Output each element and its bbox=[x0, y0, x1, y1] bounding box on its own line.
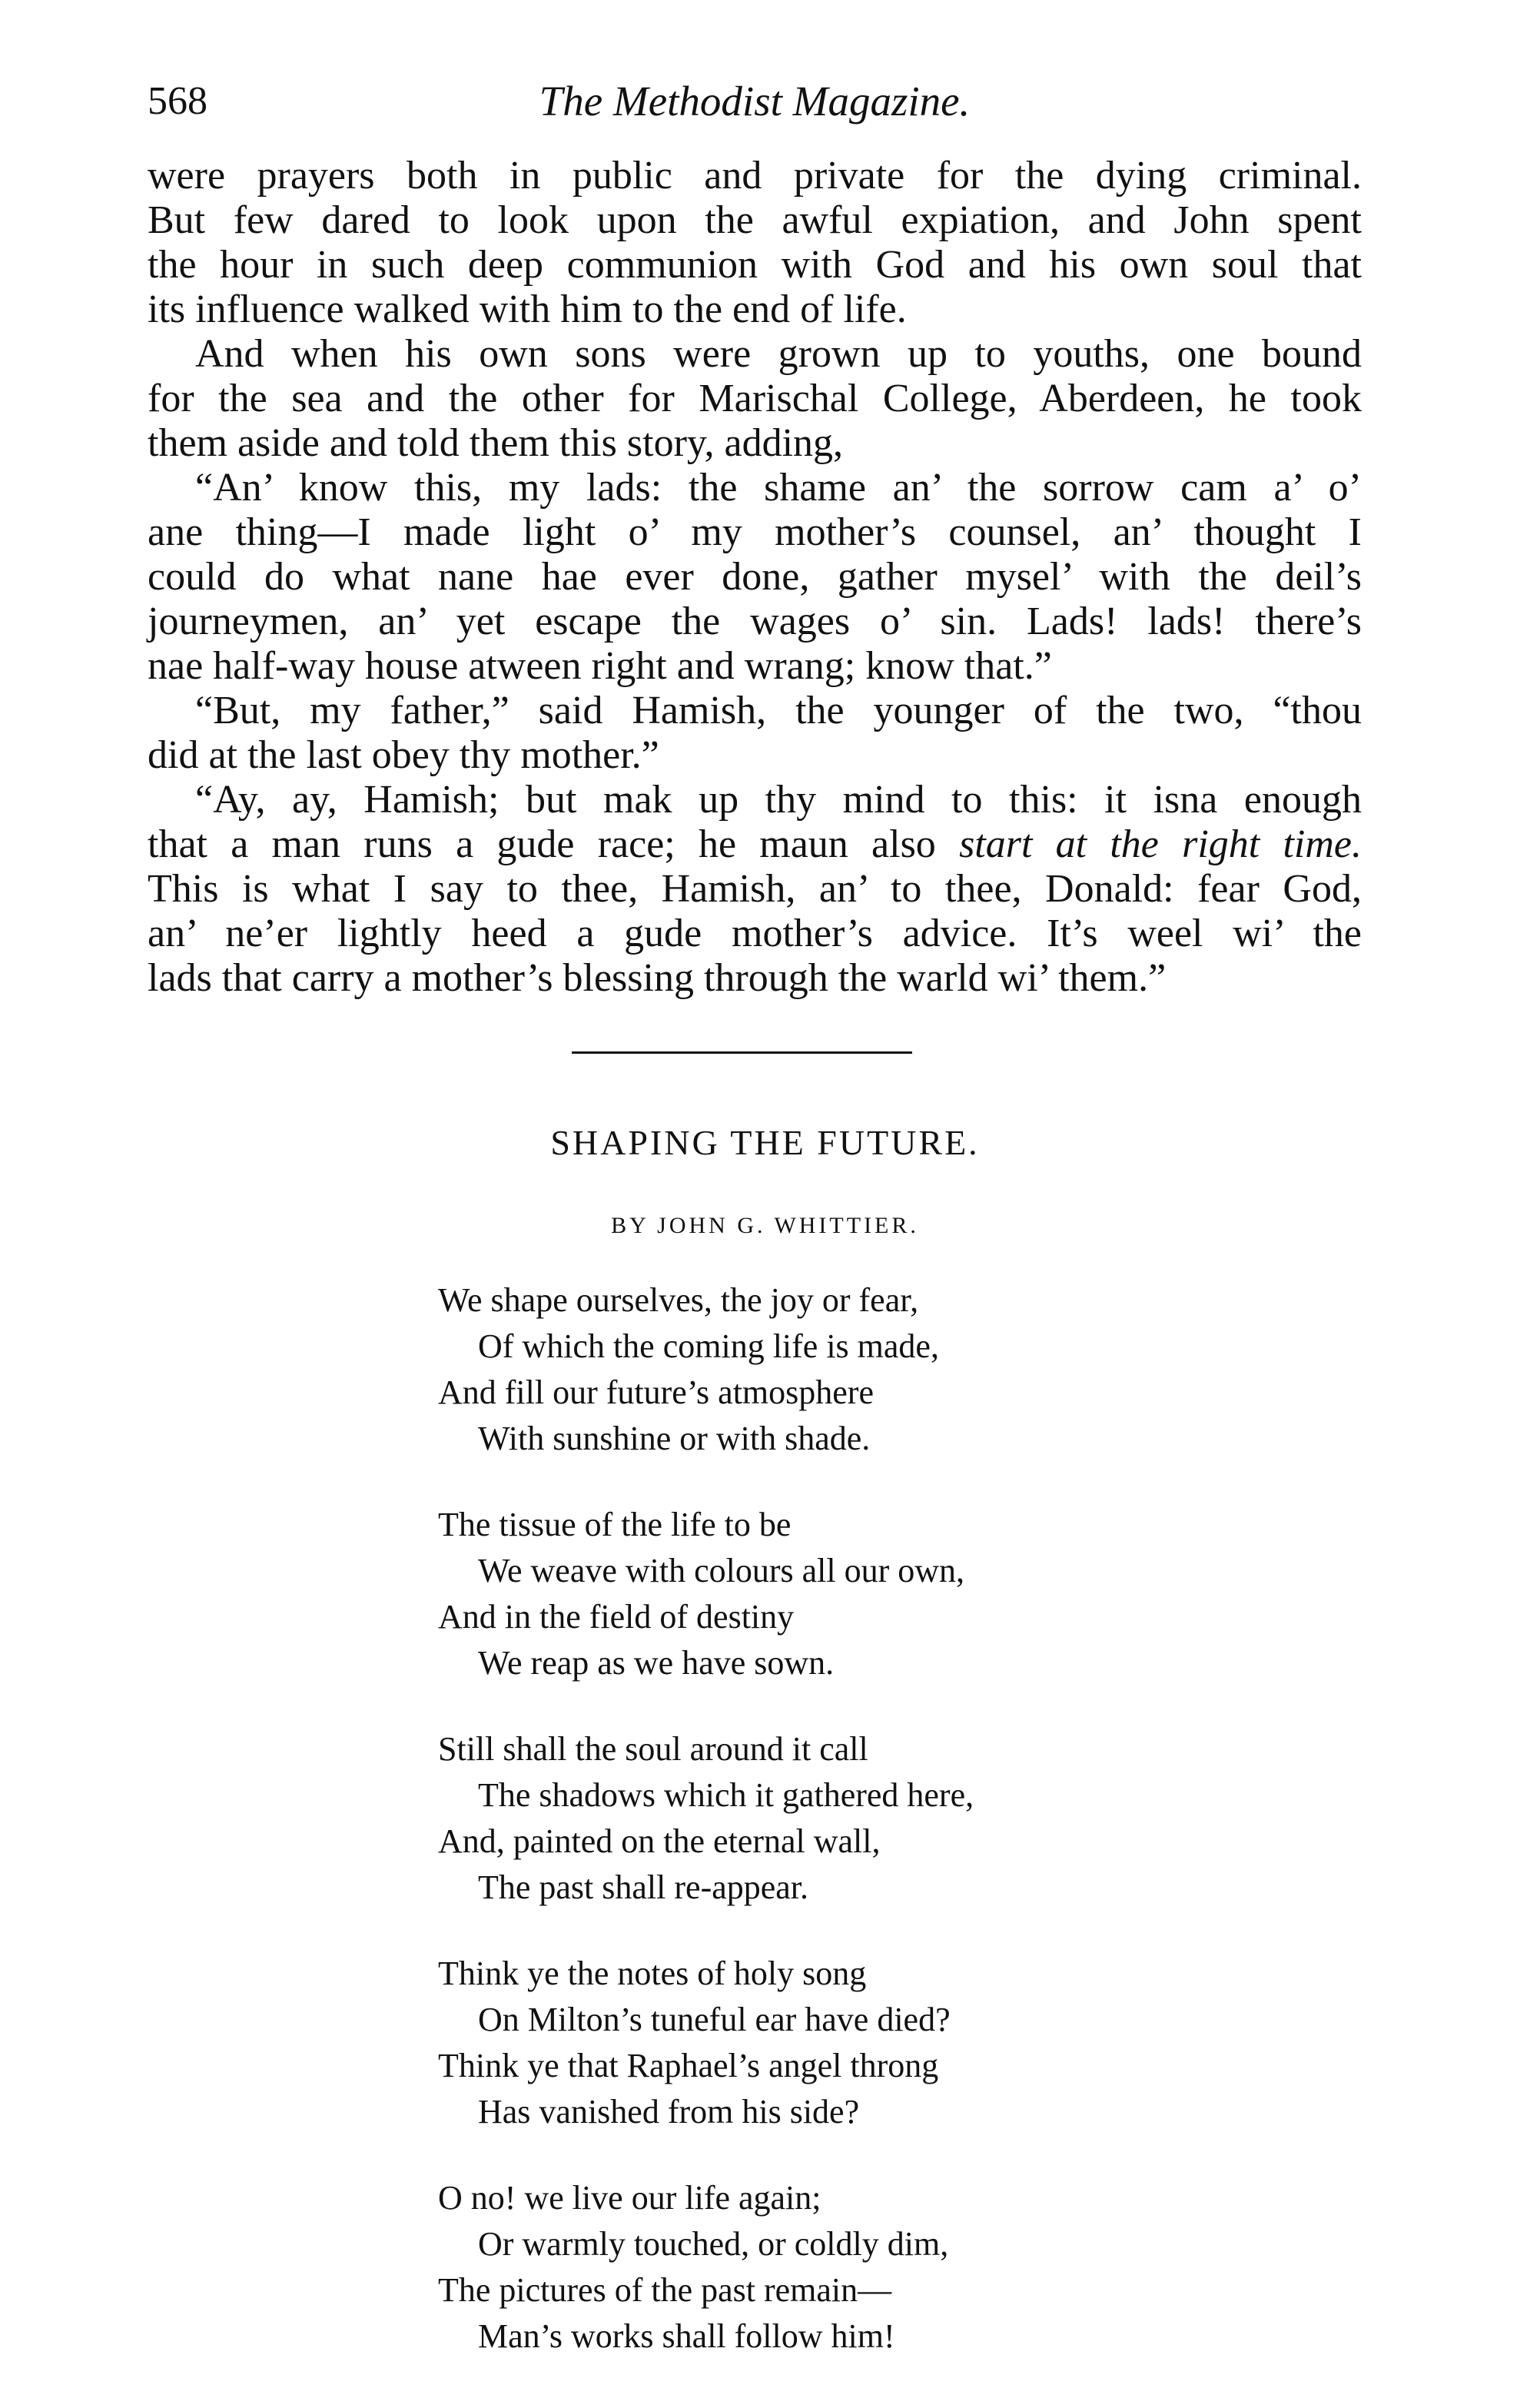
verse-line: And fill our future’s atmosphere bbox=[438, 1373, 874, 1411]
verse-line: Think ye that Raphael’s angel throng bbox=[438, 2047, 939, 2084]
stanza bbox=[438, 1277, 1130, 1462]
poem-title: SHAPING THE FUTURE. bbox=[550, 1123, 980, 1162]
prose-line: “An’ know this, my lads: the shame an’ the sorrow cam a’ o’ bbox=[195, 466, 1362, 510]
verse-line: We shape ourselves, the joy or fear, bbox=[438, 1281, 919, 1319]
prose-line-with-italic bbox=[148, 822, 1362, 867]
stanza bbox=[438, 1726, 1130, 1911]
verse-line: We reap as we have sown. bbox=[478, 1644, 835, 1682]
verse-line: Of which the coming life is made, bbox=[478, 1327, 939, 1365]
prose-line: them aside and told them this story, adding, bbox=[148, 421, 844, 465]
prose-line: “Ay, ay, Hamish; but mak up thy mind to this: it isna enough bbox=[195, 778, 1362, 822]
prose-line: journeymen, an’ yet escape the wages o’ sin. Lads! lads! there’s bbox=[148, 600, 1362, 643]
verse-line: Think ye the notes of holy song bbox=[438, 1955, 867, 1992]
running-header bbox=[148, 71, 1362, 132]
prose-line: lads that carry a mother’s blessing through the warld wi’ them.” bbox=[148, 956, 1167, 1000]
prose-line: “But, my father,” said Hamish, the younger of the two, “thou bbox=[195, 689, 1362, 732]
verse-line: Man’s works shall follow him! bbox=[478, 2317, 895, 2355]
stanza bbox=[438, 1502, 1130, 1686]
prose-line: did at the last obey thy mother.” bbox=[148, 733, 659, 777]
prose-line: were prayers both in public and private for the dying criminal. bbox=[148, 154, 1362, 198]
stanza bbox=[438, 1951, 1130, 2135]
verse-line: And in the field of destiny bbox=[438, 1598, 795, 1636]
prose-body bbox=[148, 154, 1362, 1001]
section-divider bbox=[572, 1051, 912, 1054]
prose-line: But few dared to look upon the awful expiation, and John spent bbox=[148, 198, 1362, 242]
verse-line: On Milton’s tuneful ear have died? bbox=[478, 2001, 951, 2038]
verse-line: Still shall the soul around it call bbox=[438, 1730, 868, 1768]
verse-line: Or warmly touched, or coldly dim, bbox=[478, 2225, 949, 2263]
verse-line: The tissue of the life to be bbox=[438, 1506, 792, 1543]
prose-line-text: that a man runs a gude race; he maun also bbox=[148, 822, 960, 866]
prose-line: an’ ne’er lightly heed a gude mother’s advice. It’s weel wi’ the bbox=[148, 912, 1362, 955]
verse-line: The pictures of the past remain— bbox=[438, 2271, 892, 2309]
stanza bbox=[438, 2175, 1130, 2360]
prose-line: could do what nane hae ever done, gather mysel’ with the deil’s bbox=[148, 555, 1362, 599]
verse-line: The past shall re-appear. bbox=[478, 1868, 809, 1906]
prose-line: ane thing—I made light o’ my mother’s counsel, an’ thought I bbox=[148, 510, 1362, 554]
verse-line: With sunshine or with shade. bbox=[478, 1420, 871, 1457]
italic-phrase: start at the right time. bbox=[959, 822, 1362, 866]
prose-line: And when his own sons were grown up to youths, one bound bbox=[195, 332, 1362, 376]
prose-line: for the sea and the other for Marischal College, Aberdeen, he took bbox=[148, 377, 1362, 420]
page-number: 568 bbox=[148, 79, 207, 123]
verse-line: The shadows which it gathered here, bbox=[478, 1776, 974, 1814]
poem-body bbox=[438, 1277, 1130, 2400]
verse-line: We weave with colours all our own, bbox=[478, 1552, 965, 1589]
verse-line: Has vanished from his side? bbox=[478, 2093, 860, 2131]
verse-line: O no! we live our life again; bbox=[438, 2179, 821, 2217]
prose-line: nae half-way house atween right and wrang; know that.” bbox=[148, 644, 1052, 688]
running-title: The Methodist Magazine. bbox=[539, 78, 971, 125]
prose-line: the hour in such deep communion with God and his own soul that bbox=[148, 243, 1362, 287]
verse-line: And, painted on the eternal wall, bbox=[438, 1822, 881, 1860]
poem-byline: BY JOHN G. WHITTIER. bbox=[611, 1213, 919, 1238]
prose-line: This is what I say to thee, Hamish, an’ to thee, Donald: fear God, bbox=[148, 867, 1362, 911]
prose-line: its influence walked with him to the end of life. bbox=[148, 287, 907, 331]
